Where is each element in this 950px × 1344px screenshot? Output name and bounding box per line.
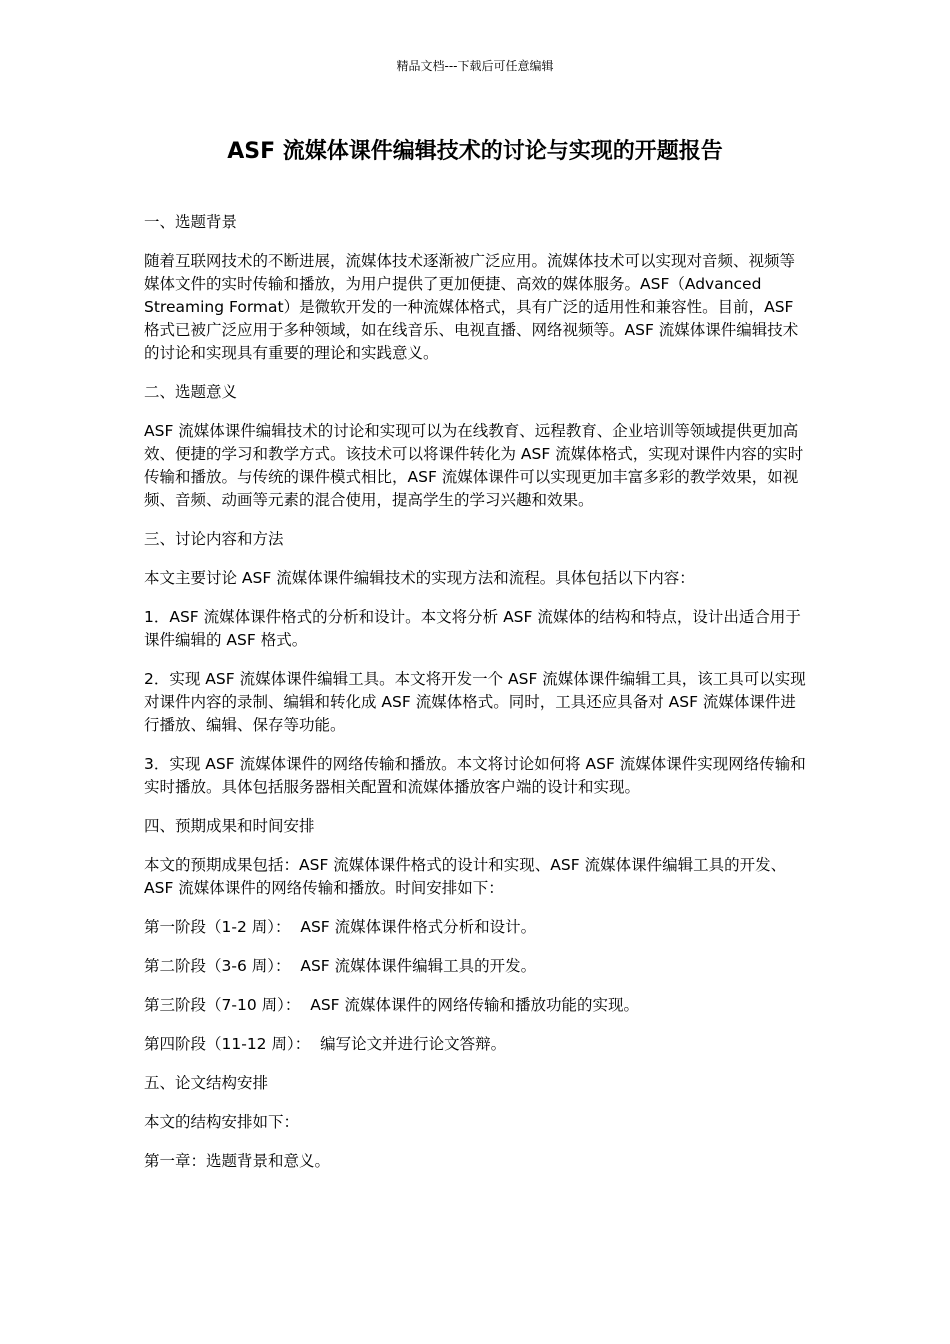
paragraph-significance: ASF 流媒体课件编辑技术的讨论和实现可以为在线教育、远程教育、企业培训等领域提供更加高效、便捷的学习和教学方式。该技术可以将课件转化为 ASF 流媒体格式，实现对课件内容的实时传输和播放。与传统的课件模式相比，ASF 流媒体课件可以实现更加丰富多彩的教学效果，如视频、音频、动画等元素的混合使用，提高学生的学习兴趣和效果。	[144, 422, 804, 509]
document-title: ASF 流媒体课件编辑技术的讨论与实现的开题报告	[227, 139, 723, 164]
section-heading-significance: 二、选题意义	[144, 383, 238, 401]
list-item-2: 2．实现 ASF 流媒体课件编辑工具。本文将开发一个 ASF 流媒体课件编辑工具，该工具可以实现对课件内容的录制、编辑和转化成 ASF 流媒体格式。同时，工具还应具备对 ASF 流媒体课件进行播放、编辑、保存等功能。	[144, 670, 806, 734]
section-heading-outcomes-schedule: 四、预期成果和时间安排	[144, 817, 315, 835]
paragraph-structure-intro: 本文的结构安排如下：	[144, 1113, 300, 1131]
paragraph-background: 随着互联网技术的不断进展，流媒体技术逐渐被广泛应用。流媒体技术可以实现对音频、视频等媒体文件的实时传输和播放，为用户提供了更加便捷、高效的媒体服务。ASF（Advanced Streaming Format）是微软开发的一种流媒体格式，具有广泛的适用性和兼容性。目前，ASF 格式已被广泛应用于多种领域，如在线音乐、电视直播、网络视频等。ASF 流媒体课件编辑技术的讨论和实现具有重要的理论和实践意义。	[144, 252, 799, 362]
document-body	[144, 211, 808, 1189]
schedule-stage-4: 第四阶段（11-12 周）： 编写论文并进行论文答辩。	[144, 1035, 507, 1053]
list-item-3: 3．实现 ASF 流媒体课件的网络传输和播放。本文将讨论如何将 ASF 流媒体课件实现网络传输和实时播放。具体包括服务器相关配置和流媒体播放客户端的设计和实现。	[144, 755, 806, 796]
section-heading-background: 一、选题背景	[144, 213, 238, 231]
section-heading-content-method: 三、讨论内容和方法	[144, 530, 284, 548]
chapter-1-item: 第一章：选题背景和意义。	[144, 1152, 331, 1170]
paragraph-outcomes: 本文的预期成果包括：ASF 流媒体课件格式的设计和实现、ASF 流媒体课件编辑工具的开发、ASF 流媒体课件的网络传输和播放。时间安排如下：	[144, 856, 787, 897]
section-heading-structure: 五、论文结构安排	[144, 1074, 269, 1092]
schedule-stage-3: 第三阶段（7-10 周）： ASF 流媒体课件的网络传输和播放功能的实现。	[144, 996, 639, 1014]
header-note: 精品文档---下载后可任意编辑	[396, 59, 554, 73]
list-item-1: 1．ASF 流媒体课件格式的分析和设计。本文将分析 ASF 流媒体的结构和特点，设计出适合用于课件编辑的 ASF 格式。	[144, 608, 801, 649]
schedule-stage-1: 第一阶段（1-2 周）： ASF 流媒体课件格式分析和设计。	[144, 918, 537, 936]
paragraph-content-intro: 本文主要讨论 ASF 流媒体课件编辑技术的实现方法和流程。具体包括以下内容：	[144, 569, 695, 587]
schedule-stage-2: 第二阶段（3-6 周）： ASF 流媒体课件编辑工具的开发。	[144, 957, 537, 975]
